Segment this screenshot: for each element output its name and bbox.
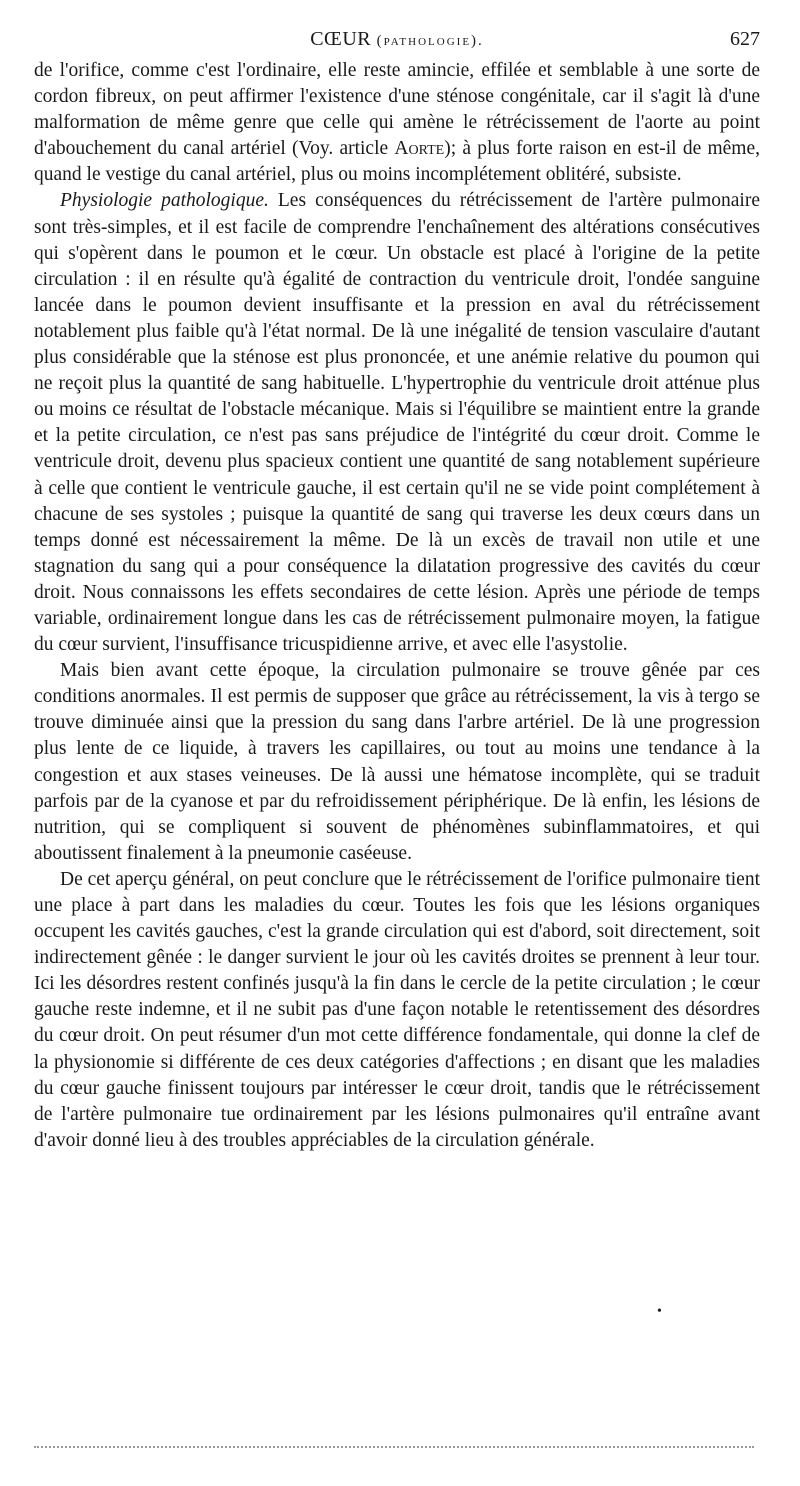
body-text: [34, 58, 760, 1154]
paragraph-1-text: de l'orifice, comme c'est l'ordinaire, elle reste amincie, effilée et semblable à une sorte de cordon fibreux, on peut affirmer l'existence d'une sténose congénitale, car il s'agit là d'une malformation de même genre que celle qui amène le rétrécissement de l'aorte au point d'abouchement du canal artériel (Voy. article: [34, 60, 760, 160]
paragraph-3: [34, 658, 760, 867]
page-header: [34, 24, 760, 58]
aorte-reference: Aorte: [394, 138, 445, 160]
section-heading-physiologie: Physiologie pathologique.: [60, 190, 269, 212]
paragraph-4-text: De cet aperçu général, on peut conclure que le rétrécissement de l'orifice pulmonaire tient une place à part dans les maladies du cœur. Toutes les fois que les lésions organiques occupent les cavités gauches, c'est la grande circulation qui est d'abord, soit directement, soit indirectement gênée : le danger survient le jour où les cavités droites se prennent à leur tour. Ici les désordres restent confinés jusqu'à la fin dans le cercle de la petite circulation ; le cœur gauche reste indemne, et il ne subit pas d'une façon notable le retentissement des désordres du cœur droit. On peut résumer d'un mot cette différence fondamentale, qui donne la clef de la physionomie si différente de ces deux catégories d'affections ; en disant que les maladies du cœur gauche finissent toujours par intéresser le cœur droit, tandis que le rétrécissement de l'artère pulmonaire tue ordinairement par les lésions pulmonaires qu'il entraîne avant d'avoir donné lieu à des troubles appréciables de la circulation générale.: [34, 868, 760, 1151]
paragraph-3-text: Mais bien avant cette époque, la circulation pulmonaire se trouve gênée par ces conditions anormales. Il est permis de supposer que grâce au rétrécissement, la vis à tergo se trouve diminuée ainsi que la pression du sang dans l'arbre artériel. De là une progression plus lente de ce liquide, à travers les capillaires, ou tout au moins une tendance à la congestion et aux stases veineuses. De là aussi une hématose incomplète, qui se traduit parfois par de la cyanose et par du refroidissement périphérique. De là enfin, les lésions de nutrition, qui se compliquent si souvent de phénomènes subinflammatoires, et qui aboutissent finalement à la pneumonie caséeuse.: [34, 660, 760, 864]
paragraph-1-text-end: ); à plus forte raison en est-il de même, quand le vestige du canal artériel, plus ou moins incomplétement oblitéré, subsiste.: [34, 138, 760, 186]
running-head-subtitle: (pathologie).: [376, 33, 484, 49]
page-number: 627: [730, 28, 760, 50]
footer-dotted-rule: [34, 1446, 754, 1448]
paragraph-2-text: Les conséquences du rétrécissement de l'artère pulmonaire sont très-simples, et il est facile de comprendre l'enchaînement des altérations consécutives qui s'opèrent dans le poumon et le cœur. Un obstacle est placé à l'origine de la petite circulation : il en résulte qu'à égalité de contraction du ventricule droit, l'ondée sanguine lancée dans le poumon devient insuffisante et la pression en aval du rétrécissement notablement plus faible qu'à l'état normal. De là une inégalité de tension vasculaire d'autant plus considérable que la sténose est plus prononcée, et une anémie relative du poumon qui ne reçoit plus la quantité de sang habituelle. L'hypertrophie du ventricule droit atténue plus ou moins ce résultat de l'obstacle mécanique. Mais si l'équilibre se maintient entre la grande et la petite circulation, ce n'est pas sans préjudice de l'intégrité du cœur droit. Comme le ventricule droit, devenu plus spacieux contient une quantité de sang notablement supérieure à celle que contient le ventricule gauche, il est certain qu'il ne se vide point complétement à chacune de ses systoles ; puisque la quantité de sang qui traverse les deux cœurs dans un temps donné est nécessairement la même. De là un excès de travail non utile et une stagnation du sang qui a pour conséquence la dilatation progressive des cavités du cœur droit. Nous connaissons les effets secondaires de cette lésion. Après une période de temps variable, ordinairement longue dans les cas de rétrécissement pulmonaire moyen, la fatigue du cœur survient, l'insuffisance tricuspidienne arrive, et avec elle l'asystolie.: [34, 190, 760, 656]
running-head: [34, 28, 760, 51]
paragraph-4: [34, 867, 760, 1154]
paragraph-2: [34, 188, 760, 658]
paragraph-1: [34, 58, 760, 188]
running-head-title: CŒUR: [310, 28, 372, 50]
page: [34, 24, 760, 1154]
ink-dot-mark: •: [657, 1304, 662, 1319]
